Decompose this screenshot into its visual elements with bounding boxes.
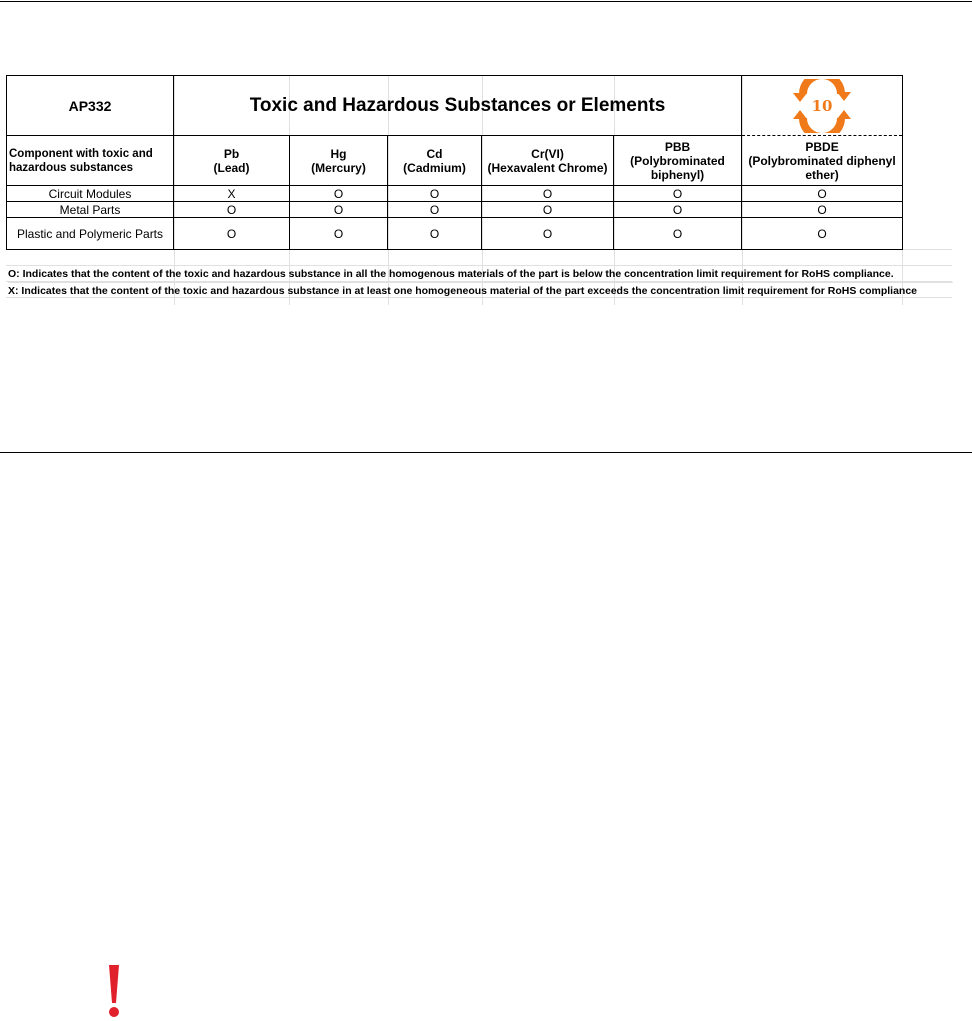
table-row [7,202,903,218]
column-header-pbde: PBDE (Polybrominated diphenyl ether) [742,136,903,186]
cell-value: O [482,218,614,250]
cell-value: O [290,218,388,250]
svg-text:10: 10 [811,96,833,115]
cell-value: O [742,202,903,218]
cell-value: O [482,186,614,202]
cell-value: O [388,202,482,218]
efup-logo-cell [742,76,903,136]
row-label: Metal Parts [7,202,174,218]
column-header-cd: Cd (Cadmium) [388,136,482,186]
x-note: X: Indicates that the content of the toxic and hazardous substance in at least one homogeneous material of the part exceeds the concentration limit requirement for RoHS compliance [8,285,918,297]
table-row [7,186,903,202]
row-label: Plastic and Polymeric Parts [7,218,174,250]
cell-value: O [482,202,614,218]
compliance-notes [8,266,953,299]
column-header-crvi: Cr(VI) (Hexavalent Chrome) [482,136,614,186]
exclamation-icon [104,963,124,1021]
cell-value: O [614,202,742,218]
cell-value: O [290,186,388,202]
cell-value: O [742,218,903,250]
cell-value: O [614,186,742,202]
table-title: Toxic and Hazardous Substances or Elements [174,76,742,136]
cell-value: O [174,218,290,250]
row-label: Circuit Modules [7,186,174,202]
component-header: Component with toxic and hazardous substances [7,136,174,186]
top-rule [0,1,972,2]
column-header-pb: Pb (Lead) [174,136,290,186]
cell-value: O [614,218,742,250]
cell-value: X [174,186,290,202]
model-number: AP332 [7,76,174,136]
cell-value: O [388,218,482,250]
cell-value: O [388,186,482,202]
column-header-hg: Hg (Mercury) [290,136,388,186]
environment-friendly-use-period-icon [781,79,863,133]
table-row [7,218,903,250]
o-note: O: Indicates that the content of the toxic and hazardous substance in all the homogenous materials of the part is below the concentration limit requirement for RoHS compliance. [8,266,953,283]
rohs-substance-table [6,75,903,250]
cell-value: O [174,202,290,218]
cell-value: O [742,186,903,202]
column-header-pbb: PBB (Polybrominated biphenyl) [614,136,742,186]
section-rule [0,452,972,453]
cell-value: O [290,202,388,218]
